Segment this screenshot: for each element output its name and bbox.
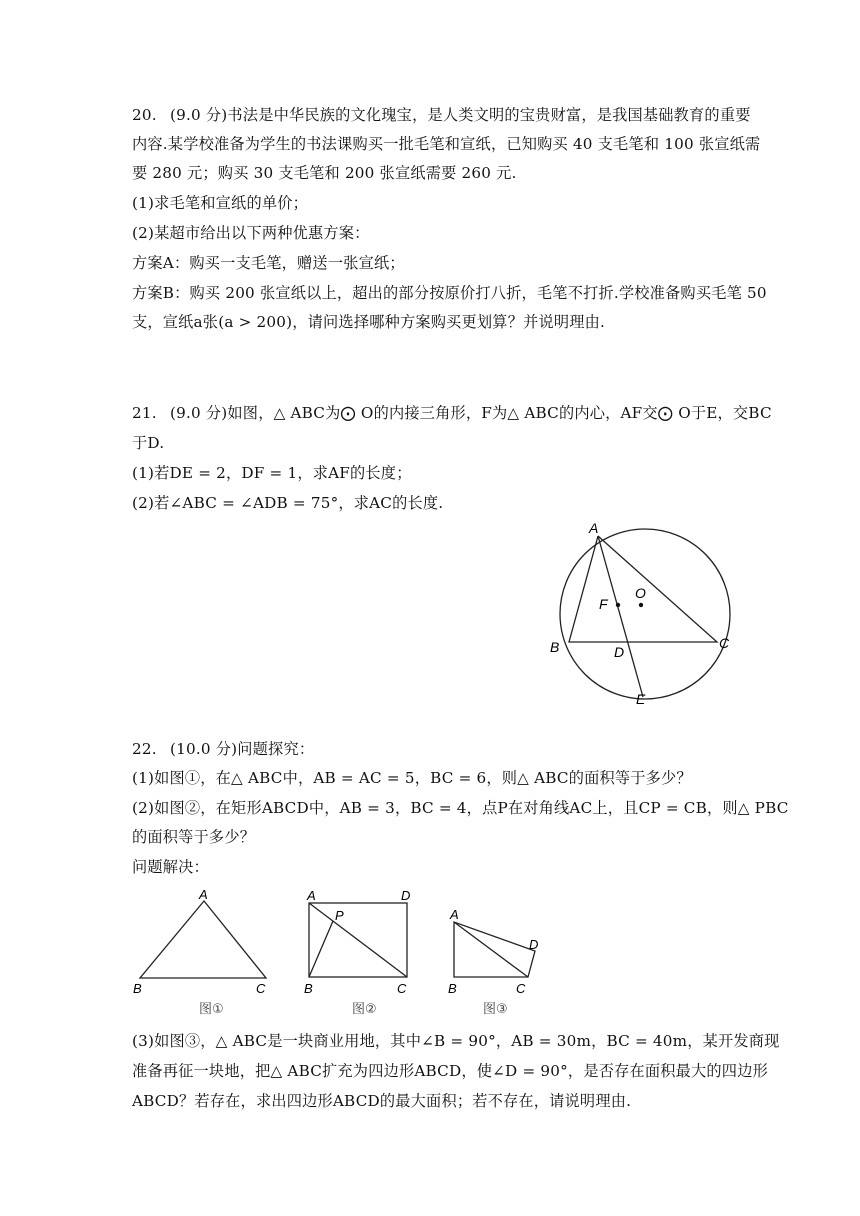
- q20-part-1: (1)求毛笔和宣纸的单价；: [132, 194, 308, 212]
- q20-line-3: 要 280 元；购买 30 支毛笔和 200 张宣纸需要 260 元.: [132, 164, 517, 182]
- q22-solve-heading: 问题解决：: [132, 858, 209, 876]
- q21-line-2: 于D.: [132, 434, 165, 452]
- fig2-label-b: B: [304, 981, 313, 996]
- q20-part-2: (2)某超市给出以下两种优惠方案：: [132, 224, 370, 242]
- q20-text: (9.0 分)书法是中华民族的文化瑰宝，是人类文明的宝贵财富，是我国基础教育的重要: [170, 106, 751, 124]
- q22-part-3: (3)如图③，△ ABC是一块商业用地，其中∠B = 90°，AB = 30m，BC = 40m，某开发商现: [132, 1032, 780, 1050]
- q22-part-2-cont: 的面积等于多少？: [132, 828, 256, 846]
- fig2-label-d: D: [401, 888, 411, 903]
- label-o: O: [635, 585, 646, 601]
- fig1-caption: 图①: [199, 1002, 224, 1017]
- q21-part-2: (2)若∠ABC = ∠ADB = 75°，求AC的长度.: [132, 494, 444, 512]
- q21-text: (9.0 分)如图，△ ABC为⨀ O的内接三角形，F为△ ABC的内心，AF交⨀ O于E，交BC: [170, 404, 772, 422]
- fig3-label-a: A: [450, 907, 459, 922]
- label-a: A: [589, 520, 599, 536]
- fig3-label-c: C: [516, 981, 526, 996]
- label-e: E: [636, 691, 646, 707]
- q21-number: 21.: [132, 404, 157, 422]
- fig3-caption: 图③: [483, 1002, 508, 1017]
- q20-plan-b: 方案B：购买 200 张宣纸以上，超出的部分按原价打八折，毛笔不打折.学校准备购买毛笔 50: [132, 284, 767, 302]
- label-b: B: [550, 639, 560, 655]
- q22-part-3-end: ABCD？若存在，求出四边形ABCD的最大面积；若不存在，请说明理由.: [132, 1092, 632, 1110]
- fig2-label-p: P: [335, 908, 344, 923]
- q20-plan-a: 方案A：购买一支毛笔，赠送一张宣纸；: [132, 254, 405, 272]
- fig3-quadrilateral: [454, 922, 535, 977]
- label-c: C: [719, 635, 730, 651]
- q22-part-3-cont: 准备再征一块地，把△ ABC扩充为四边形ABCD，使∠D = 90°，是否存在面积最大的四边形: [132, 1062, 768, 1080]
- label-d: D: [614, 644, 625, 660]
- fig3-label-d: D: [529, 937, 539, 952]
- q22-part-2: (2)如图②，在矩形ABCD中，AB = 3，BC = 4，点P在对角线AC上，且CP = CB，则△ PBC: [132, 799, 789, 817]
- fig2-label-c: C: [397, 981, 407, 996]
- fig1-label-a: A: [199, 887, 208, 902]
- q20-line-2: 内容.某学校准备为学生的书法课购买一批毛笔和宣纸，已知购买 40 支毛笔和 100 张宣纸需: [132, 135, 761, 153]
- q20-plan-b-cont: 支，宣纸a张(a > 200)，请问选择哪种方案购买更划算？并说明理由.: [132, 313, 606, 331]
- q22-text: (10.0 分)问题探究：: [170, 740, 315, 758]
- fig3-label-b: B: [448, 981, 457, 996]
- q20-number: 20.: [132, 106, 157, 124]
- fig1-label-b: B: [133, 981, 142, 996]
- q21-part-1: (1)若DE = 2，DF = 1，求AF的长度；: [132, 464, 412, 482]
- fig2-label-a: A: [307, 888, 316, 903]
- fig1-triangle: [133, 887, 266, 1017]
- fig2-caption: 图②: [352, 1002, 377, 1017]
- fig1-label-c: C: [256, 981, 266, 996]
- fig2-rectangle: [309, 903, 407, 977]
- q22-part-1: (1)如图①，在△ ABC中，AB = AC = 5，BC = 6，则△ ABC的面积等于多少？: [132, 769, 692, 787]
- label-f: F: [599, 596, 608, 612]
- q22-number: 22.: [132, 740, 157, 758]
